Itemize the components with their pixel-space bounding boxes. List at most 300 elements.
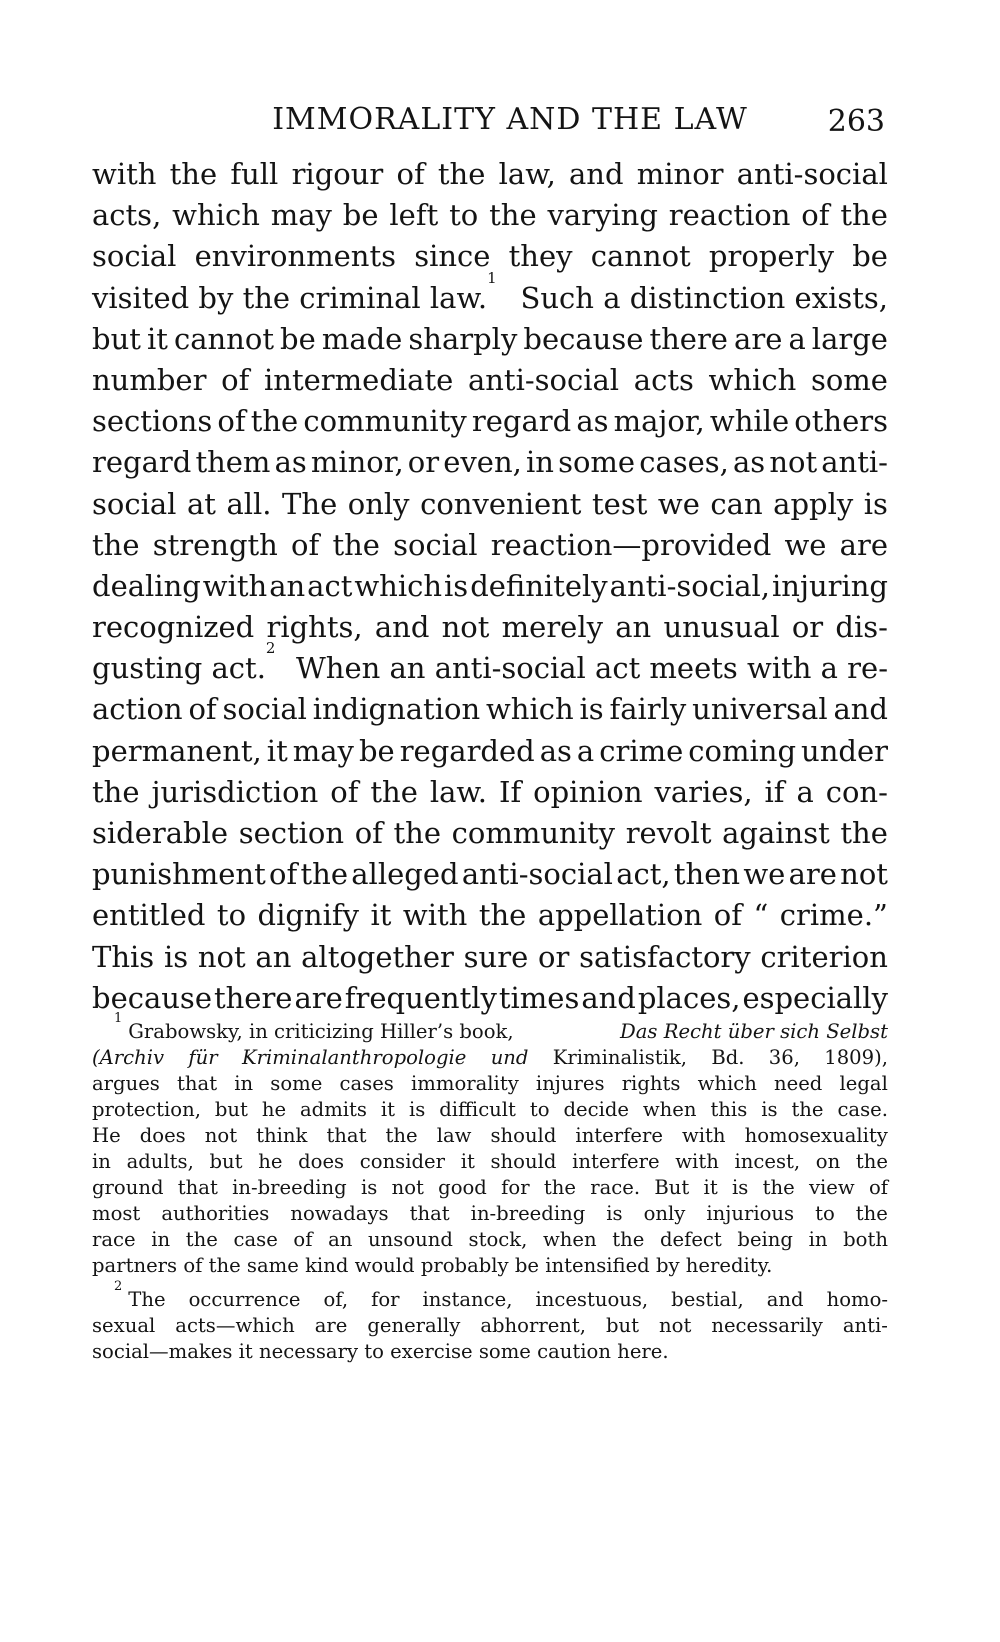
word: punishment — [92, 857, 266, 892]
text-line — [92, 731, 888, 772]
word: acts — [633, 362, 694, 397]
word: strength — [152, 527, 278, 562]
word: opinion — [533, 774, 643, 809]
word: race. — [590, 1176, 641, 1199]
word: of — [801, 198, 830, 233]
word: of — [396, 157, 425, 191]
word: adults, — [126, 1150, 194, 1173]
word: good — [438, 1176, 487, 1199]
word: of — [217, 404, 246, 439]
footnote-1-line — [92, 1011, 888, 1045]
word: should — [490, 1150, 557, 1173]
word: not — [197, 939, 246, 974]
footnote-1-line — [92, 1149, 888, 1175]
word: the — [393, 816, 442, 850]
footnote-1-line — [92, 1071, 888, 1097]
footnote-ref-2: 2 — [265, 639, 276, 658]
word: with — [402, 898, 468, 933]
word: decide — [563, 1098, 629, 1121]
word: in-breeding — [470, 1202, 586, 1225]
word: that — [326, 1124, 367, 1147]
word: others — [794, 404, 888, 439]
word: appellation — [537, 898, 703, 933]
footnotes — [92, 1011, 888, 1365]
text-line — [92, 154, 888, 195]
word: and — [581, 980, 636, 1015]
word: in — [525, 445, 554, 480]
word: all. — [226, 486, 272, 521]
word: He — [92, 1124, 121, 1147]
word: not — [769, 445, 818, 480]
word: argues — [92, 1072, 160, 1095]
word: community — [303, 404, 467, 439]
word: it — [146, 321, 168, 356]
word: in-breeding — [232, 1176, 347, 1199]
word: a — [796, 774, 814, 809]
word: be — [280, 321, 316, 356]
word: act — [307, 568, 353, 603]
word: of — [330, 774, 359, 809]
word: authorities — [161, 1202, 270, 1225]
word: regard — [471, 404, 572, 439]
text-line — [92, 195, 888, 236]
word: but — [214, 1098, 248, 1121]
word: need — [774, 1072, 823, 1095]
word: it — [370, 898, 392, 933]
word: the — [543, 1176, 576, 1199]
word: für — [188, 1046, 218, 1069]
word: generally — [367, 1314, 461, 1337]
word: and — [569, 157, 624, 191]
word: a — [576, 733, 595, 768]
word: social — [92, 239, 177, 274]
word: homosexuality — [744, 1124, 888, 1147]
word: not — [441, 610, 490, 645]
text-line — [92, 268, 888, 319]
word: minor, — [310, 445, 404, 480]
word: we — [743, 857, 786, 892]
word: sections — [92, 404, 213, 439]
text-line — [92, 772, 888, 813]
word: full — [230, 157, 279, 191]
word: when — [642, 1098, 697, 1121]
word: them — [195, 445, 271, 480]
word: are — [734, 321, 783, 356]
word: fairly — [609, 692, 687, 727]
word: crime — [599, 733, 684, 768]
word: anti-social — [736, 157, 888, 191]
word: may — [292, 733, 354, 768]
word: interfere — [572, 1150, 660, 1173]
word: rights, — [266, 610, 363, 645]
word: in — [808, 1228, 828, 1251]
word: social — [222, 692, 307, 727]
word: of — [713, 898, 742, 933]
page-header — [95, 102, 885, 142]
word: of — [868, 1176, 888, 1199]
word: because — [92, 980, 212, 1015]
word: merely — [501, 610, 604, 645]
word: he — [261, 1098, 287, 1121]
word: which — [708, 362, 797, 397]
word: the — [437, 157, 486, 191]
word: sharply — [408, 321, 518, 356]
body-text — [92, 154, 888, 1019]
word: the — [840, 198, 888, 233]
word: the — [300, 857, 348, 892]
word: defect — [659, 1228, 722, 1251]
book-title: Das Recht über sich Selbst — [620, 1020, 888, 1043]
word: recognized — [92, 610, 255, 645]
text-line — [92, 484, 888, 525]
word: anti- — [842, 1314, 888, 1337]
text-segment: gusting act. — [92, 651, 266, 686]
word: social — [393, 527, 478, 562]
word: both — [843, 1228, 888, 1251]
word: left — [389, 198, 439, 233]
text-line — [92, 813, 888, 854]
word: for — [501, 1176, 530, 1199]
word: injures — [535, 1072, 605, 1095]
word: difficult — [439, 1098, 516, 1121]
text-line — [92, 978, 888, 1019]
word: against — [722, 816, 830, 850]
word: it — [703, 1176, 718, 1199]
word: but — [209, 1150, 243, 1173]
word: if — [764, 774, 785, 809]
word: to — [529, 1098, 550, 1121]
word: altogether — [301, 939, 454, 974]
word: or — [791, 610, 824, 645]
word: stock, — [468, 1228, 528, 1251]
word: which — [354, 568, 443, 603]
word: abhorrent, — [480, 1314, 587, 1337]
word: But — [654, 1176, 690, 1199]
word: 1809), — [824, 1046, 888, 1069]
word: as — [539, 733, 572, 768]
word: are — [314, 1314, 348, 1337]
word: are — [294, 980, 343, 1015]
word: being — [737, 1228, 793, 1251]
word: cannot — [590, 239, 691, 274]
word: is — [579, 692, 604, 727]
word: with — [682, 1124, 726, 1147]
word: only — [643, 1202, 686, 1225]
word: it — [266, 733, 288, 768]
word: environments — [194, 239, 396, 274]
word: revolt — [625, 816, 712, 850]
footnote-1-line — [92, 1175, 888, 1201]
running-head: IMMORALITY AND THE LAW — [272, 102, 748, 137]
word: which — [172, 198, 260, 233]
word: varying — [547, 198, 658, 233]
word: some — [810, 362, 888, 397]
word: coming — [688, 733, 797, 768]
word: large — [811, 321, 888, 356]
word: the — [332, 527, 380, 562]
word: 36, — [768, 1046, 800, 1069]
word: which — [697, 1072, 757, 1095]
word: the — [762, 1176, 795, 1199]
word: which — [485, 692, 574, 727]
footnote-ref-1: 1 — [487, 268, 497, 287]
word: with — [202, 568, 268, 603]
word: cases — [339, 1072, 394, 1095]
word: consider — [359, 1150, 446, 1173]
word: but — [606, 1314, 640, 1337]
word: rights — [621, 1072, 681, 1095]
footnote-1-line: partners of the same kind would probably be intensified by heredity. — [92, 1254, 773, 1277]
word: is — [606, 1202, 623, 1225]
word: some — [558, 445, 636, 480]
word: universal — [692, 692, 828, 727]
text-line — [92, 566, 888, 607]
word: dealing — [92, 568, 201, 603]
footnote-2-line: social—makes it necessary to exercise some caution here. — [92, 1340, 669, 1363]
word: nowadays — [290, 1202, 389, 1225]
word: the — [92, 774, 140, 809]
footnote-1-line — [92, 1123, 888, 1149]
word: while — [709, 404, 790, 439]
word: Kriminalanthropologie — [241, 1046, 467, 1069]
word: “ — [753, 898, 769, 933]
word: reaction — [668, 198, 791, 233]
word: This — [92, 939, 155, 974]
word: should — [490, 1124, 557, 1147]
word: an — [328, 1228, 353, 1251]
word: in — [151, 1228, 171, 1251]
word: there — [213, 980, 293, 1015]
word: the — [855, 1150, 888, 1173]
text-segment: Such a distinction exists, — [520, 280, 888, 315]
word: the — [612, 1228, 645, 1251]
word: is — [360, 1176, 378, 1199]
word: Kriminalistik, — [552, 1046, 688, 1069]
word: the — [92, 527, 140, 562]
text-segment: When an anti-social act meets with a re- — [295, 651, 888, 686]
word: jurisdiction — [151, 774, 319, 809]
word: we — [657, 486, 700, 521]
word: does — [139, 1124, 186, 1147]
word: think — [256, 1124, 308, 1147]
text-line — [92, 639, 888, 689]
word: siderable — [92, 816, 229, 850]
word: the — [791, 1098, 824, 1121]
text-line — [92, 401, 888, 442]
word: law. — [429, 774, 488, 809]
word: unusual — [663, 610, 780, 645]
word: can — [710, 486, 763, 521]
word: of — [269, 857, 298, 892]
word: Bd. — [711, 1046, 745, 1069]
word: case — [233, 1228, 278, 1251]
footnote-1-mark: 1 — [114, 1011, 123, 1026]
word: they — [508, 239, 573, 274]
word: we — [784, 527, 827, 562]
word: The — [282, 486, 338, 521]
word: of — [354, 816, 383, 850]
word: definitely — [470, 568, 608, 603]
word: to — [815, 1202, 835, 1225]
word: injuring — [772, 568, 888, 603]
text-segment: The occurrence of, for instance, incestuous, bestial, and homo- — [128, 1288, 888, 1311]
word: with — [92, 157, 157, 191]
word: is — [163, 939, 189, 974]
word: und — [490, 1046, 529, 1069]
word: but — [92, 321, 141, 356]
word: entitled — [92, 898, 206, 933]
text-segment: visited by the criminal law. — [92, 280, 488, 315]
word: alleged — [351, 857, 459, 892]
word: may — [270, 198, 332, 233]
word: on — [815, 1150, 841, 1173]
word: with — [675, 1150, 719, 1173]
word: the — [489, 198, 537, 233]
word: especially — [742, 980, 888, 1015]
word: is — [444, 568, 469, 603]
word: race — [92, 1228, 136, 1251]
word: that — [177, 1072, 218, 1095]
word: varies, — [654, 774, 753, 809]
word: the — [185, 1228, 218, 1251]
word: the — [478, 898, 527, 933]
word: convenient — [420, 486, 582, 521]
word: the — [370, 774, 418, 809]
word: as — [274, 445, 307, 480]
footnote-1-line — [92, 1201, 888, 1227]
word: there — [649, 321, 728, 356]
word: of — [188, 692, 217, 727]
word: incest, — [734, 1150, 801, 1173]
word: not — [204, 1124, 238, 1147]
word: case. — [837, 1098, 888, 1121]
text-line — [92, 319, 888, 360]
text-line — [92, 525, 888, 566]
word: immorality — [411, 1072, 519, 1095]
word: under — [801, 733, 888, 768]
word: anti- — [821, 445, 888, 480]
word: (Archiv — [92, 1046, 165, 1069]
word: major, — [613, 404, 705, 439]
word: an — [269, 568, 306, 603]
word: is — [761, 1098, 778, 1121]
word: test — [592, 486, 648, 521]
word: regarded — [399, 733, 535, 768]
text-segment: Grabowsky, in criticizing Hiller’s book, — [128, 1020, 514, 1043]
word: as — [733, 445, 766, 480]
word: rigour — [291, 157, 384, 191]
word: anti-social — [467, 362, 620, 397]
word: dis- — [835, 610, 888, 645]
word: be — [342, 198, 379, 233]
word: are — [839, 527, 888, 562]
word: is — [731, 1176, 749, 1199]
word: con- — [825, 774, 888, 809]
word: intermediate — [264, 362, 454, 397]
word: in — [234, 1072, 254, 1095]
word: of — [221, 362, 250, 397]
word: cases, — [639, 445, 729, 480]
word: law, — [498, 157, 556, 191]
word: action — [92, 692, 183, 727]
word: sexual — [92, 1314, 156, 1337]
word: places, — [637, 980, 741, 1015]
word: criterion — [760, 939, 888, 974]
text-line — [92, 360, 888, 401]
word: interfere — [575, 1124, 663, 1147]
word: at — [186, 486, 216, 521]
word: does — [298, 1150, 345, 1173]
word: even, — [443, 445, 522, 480]
page-number: 263 — [827, 104, 885, 139]
word: an — [615, 610, 652, 645]
word: then — [673, 857, 741, 892]
footnote-2-line — [92, 1279, 888, 1313]
footnote-2-mark: 2 — [114, 1279, 123, 1294]
word: the — [840, 816, 888, 850]
word: social — [92, 486, 177, 521]
word: anti-social — [461, 857, 613, 892]
word: unsound — [368, 1228, 453, 1251]
footnote-1-line — [92, 1097, 888, 1123]
word: section — [238, 816, 345, 850]
word: apply — [773, 486, 854, 521]
word: ground — [92, 1176, 164, 1199]
text-line — [92, 937, 888, 978]
word: act, — [616, 857, 671, 892]
word: made — [321, 321, 403, 356]
word: not — [840, 857, 888, 892]
text-line — [92, 895, 888, 936]
word: he — [258, 1150, 283, 1173]
word: law — [436, 1124, 472, 1147]
word: of — [293, 1228, 313, 1251]
word: it — [380, 1098, 396, 1121]
word: when — [542, 1228, 597, 1251]
word: is — [863, 486, 888, 521]
word: the — [855, 1202, 888, 1225]
word: is — [408, 1098, 426, 1121]
word: regard — [92, 445, 192, 480]
word: anti-social, — [609, 568, 771, 603]
word: view — [808, 1176, 855, 1199]
word: not — [391, 1176, 424, 1199]
word: legal — [839, 1072, 888, 1095]
word: dignify — [257, 898, 360, 933]
word: protection, — [92, 1098, 201, 1121]
word: If — [498, 774, 522, 809]
word: this — [710, 1098, 748, 1121]
word: only — [347, 486, 410, 521]
word: acts, — [92, 198, 162, 233]
word: that — [177, 1176, 218, 1199]
word: properly — [708, 239, 835, 274]
word: most — [92, 1202, 141, 1225]
text-line — [92, 689, 888, 730]
word: a — [788, 321, 806, 356]
word: be — [852, 239, 888, 274]
word: the — [169, 157, 218, 191]
word: admits — [299, 1098, 367, 1121]
footnote-1-line — [92, 1045, 888, 1071]
word: the — [385, 1124, 418, 1147]
word: of — [291, 527, 320, 562]
word: to — [216, 898, 247, 933]
word: not — [659, 1314, 692, 1337]
word: the — [250, 404, 299, 439]
word: number — [92, 362, 207, 397]
word: or — [537, 939, 570, 974]
